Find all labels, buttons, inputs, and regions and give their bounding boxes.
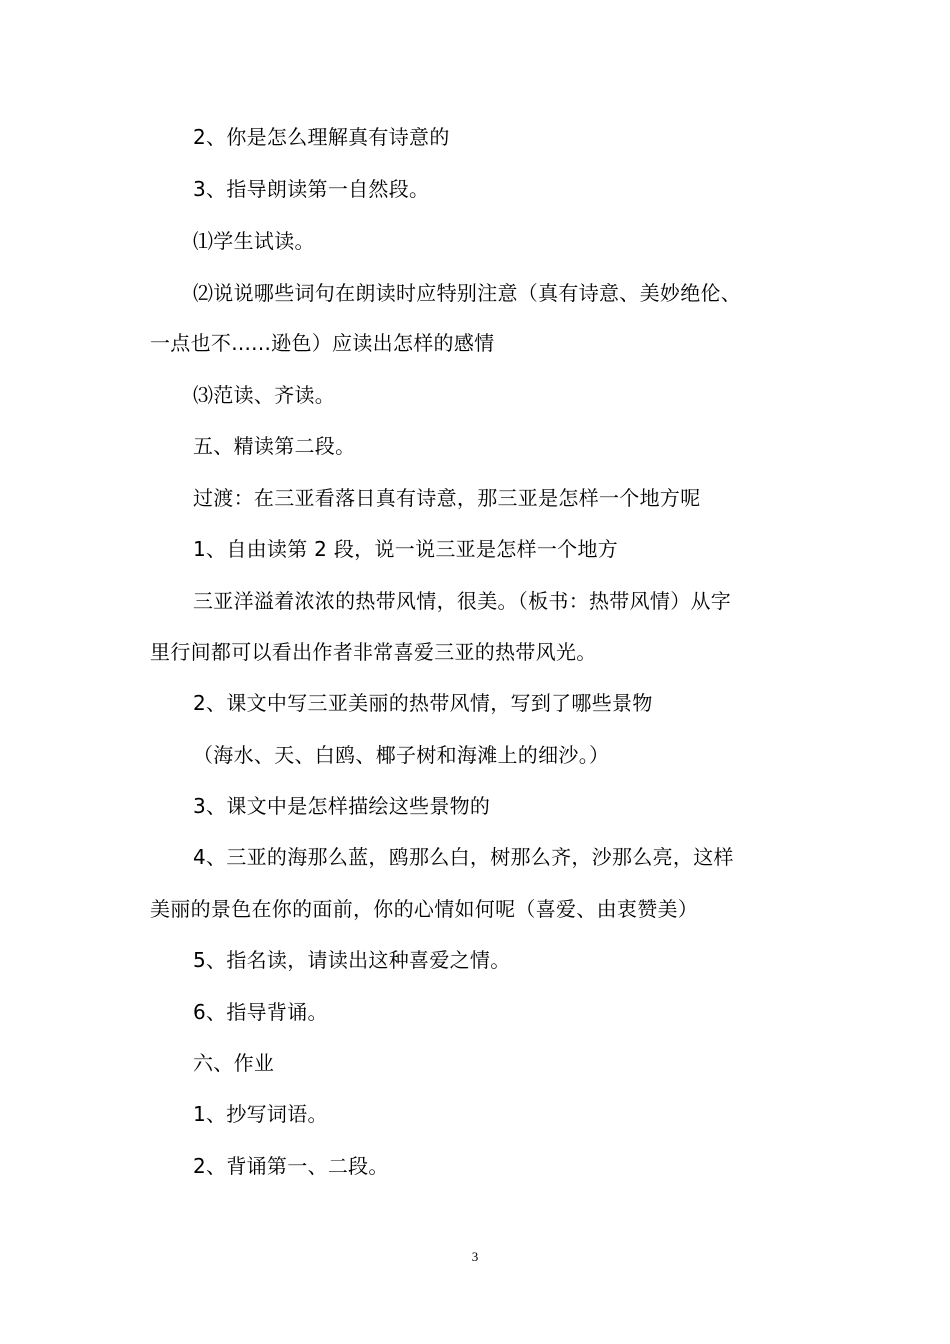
text-line: 2、课文中写三亚美丽的热带风情，写到了哪些景物 [193,691,653,715]
text-line: 2、背诵第一、二段。 [193,1154,389,1178]
text-line: ⑴学生试读。 [193,229,315,253]
section-heading: 六、作业 [193,1051,275,1075]
text-line: 三亚洋溢着浓浓的热带风情，很美。（板书：热带风情）从字 [193,589,732,613]
page-number: 3 [471,1249,479,1264]
text-line: 里行间都可以看出作者非常喜爱三亚的热带风光。 [150,640,597,664]
text-line: 1、抄写词语。 [193,1102,328,1126]
text-line: 过渡：在三亚看落日真有诗意，那三亚是怎样一个地方呢 [193,486,701,510]
text-line: 3、课文中是怎样描绘这些景物的 [193,794,491,818]
text-line: 5、指名读，请读出这种喜爱之情。 [193,948,511,972]
text-line: 一点也不......逊色）应读出怎样的感情 [150,331,495,355]
text-line: ⑵说说哪些词句在朗读时应特别注意（真有诗意、美妙绝伦、 [193,281,742,305]
text-line: 美丽的景色在你的面前，你的心情如何呢（喜爱、由衷赞美） [150,897,699,921]
text-line: 2、你是怎么理解真有诗意的 [193,125,450,149]
text-line: 1、自由读第 2 段，说一说三亚是怎样一个地方 [193,537,619,561]
text-line: 4、三亚的海那么蓝，鸥那么白，树那么齐，沙那么亮，这样 [193,845,734,869]
text-line: （海水、天、白鸥、椰子树和海滩上的细沙。） [193,743,610,767]
text-line: 3、指导朗读第一自然段。 [193,177,430,201]
text-line: 6、指导背诵。 [193,1000,328,1024]
section-heading: 五、精读第二段。 [193,434,356,458]
text-line: ⑶范读、齐读。 [193,383,336,407]
